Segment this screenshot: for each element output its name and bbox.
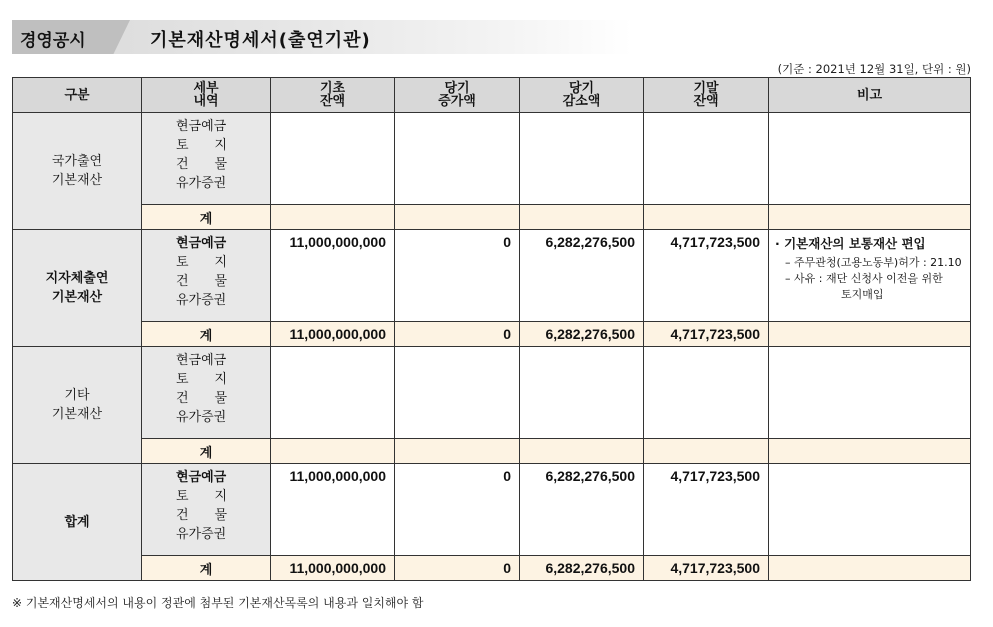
- table-row-grand-total: [13, 556, 971, 581]
- opening-national: [271, 113, 395, 205]
- basis-note: (기준 : 2021년 12월 31일, 단위 : 원): [777, 62, 971, 76]
- item-cash: 현금예금: [176, 353, 227, 368]
- section-header: [12, 20, 632, 54]
- sum-opening-local: 11,000,000,000: [271, 322, 395, 347]
- opening-grand: 11,000,000,000: [271, 464, 395, 556]
- col-header-category-text: 구분: [64, 87, 90, 103]
- decrease-local: 6,282,276,500: [520, 230, 644, 322]
- increase-other: [395, 347, 520, 439]
- item-building: 건 물: [176, 391, 228, 406]
- item-securities: 유가증권: [176, 410, 227, 425]
- sum-increase-other: [395, 439, 520, 464]
- decrease-national: [520, 113, 644, 205]
- sum-closing-national: [644, 205, 769, 230]
- sum-remarks-national: [769, 205, 971, 230]
- sum-increase-grand: 0: [395, 556, 520, 581]
- col-header-closing: [644, 78, 769, 113]
- closing-national: [644, 113, 769, 205]
- item-building: 건 물: [176, 508, 228, 523]
- items-other: [142, 347, 271, 439]
- sum-increase-local: 0: [395, 322, 520, 347]
- remarks-line-approval: – 주무관청(고용노동부)허가 : 21.10: [785, 256, 962, 269]
- page-title: 기본재산명세서(출연기관): [150, 30, 371, 51]
- sum-remarks-other: [769, 439, 971, 464]
- item-securities: 유가증권: [176, 527, 227, 542]
- items-national: [142, 113, 271, 205]
- item-cash: 현금예금: [176, 236, 227, 251]
- increase-local: 0: [395, 230, 520, 322]
- sum-closing-other: [644, 439, 769, 464]
- opening-local: 11,000,000,000: [271, 230, 395, 322]
- remarks-line-reason: – 사유 : 재단 신청사 이전을 위한: [785, 272, 943, 285]
- total-label: 계: [142, 205, 271, 230]
- category-other: 기타 기본재산: [13, 347, 142, 464]
- sum-opening-grand: 11,000,000,000: [271, 556, 395, 581]
- item-building: 건 물: [176, 274, 228, 289]
- total-label: 계: [142, 556, 271, 581]
- col-header-detail-text: 세부 내역: [193, 81, 219, 109]
- table-header-row: [13, 78, 971, 113]
- items-grand: [142, 464, 271, 556]
- closing-local: 4,717,723,500: [644, 230, 769, 322]
- remarks-grand: [769, 464, 971, 556]
- decrease-grand: 6,282,276,500: [520, 464, 644, 556]
- item-land: 토 지: [176, 138, 228, 153]
- sum-decrease-local: 6,282,276,500: [520, 322, 644, 347]
- table-row-other-total: [13, 439, 971, 464]
- remarks-heading: · 기본재산의 보통재산 편입: [775, 236, 926, 251]
- sum-decrease-grand: 6,282,276,500: [520, 556, 644, 581]
- col-header-decrease-text: 당기 감소액: [562, 81, 601, 109]
- asset-statement-table: [12, 77, 971, 581]
- table-row-local-total: [13, 322, 971, 347]
- category-local: 지자체출연 기본재산: [13, 230, 142, 347]
- table-row-other: [13, 347, 971, 439]
- col-header-opening-text: 기초 잔액: [319, 81, 346, 109]
- category-national: 국가출연 기본재산: [13, 113, 142, 230]
- remarks-local: [769, 230, 971, 322]
- closing-other: [644, 347, 769, 439]
- total-label: 계: [142, 322, 271, 347]
- increase-national: [395, 113, 520, 205]
- item-securities: 유가증권: [176, 293, 227, 308]
- closing-grand: 4,717,723,500: [644, 464, 769, 556]
- item-building: 건 물: [176, 157, 228, 172]
- col-header-closing-text: 기말 잔액: [693, 81, 719, 109]
- category-grand-total: 합계: [13, 464, 142, 581]
- col-header-increase: [395, 78, 520, 113]
- item-land: 토 지: [176, 489, 228, 504]
- sum-closing-grand: 4,717,723,500: [644, 556, 769, 581]
- remarks-national: [769, 113, 971, 205]
- item-cash: 현금예금: [176, 470, 227, 485]
- col-header-remarks: [769, 78, 971, 113]
- remarks-line-continuation: 토지매입: [841, 288, 884, 301]
- remarks-other: [769, 347, 971, 439]
- section-label: 경영공시: [20, 31, 86, 51]
- item-securities: 유가증권: [176, 176, 227, 191]
- decrease-other: [520, 347, 644, 439]
- sum-opening-national: [271, 205, 395, 230]
- sum-remarks-local: [769, 322, 971, 347]
- item-land: 토 지: [176, 372, 228, 387]
- col-header-remarks-text: 비고: [856, 87, 883, 103]
- total-label: 계: [142, 439, 271, 464]
- item-land: 토 지: [176, 255, 228, 270]
- sum-opening-other: [271, 439, 395, 464]
- opening-other: [271, 347, 395, 439]
- col-header-category: [13, 78, 142, 113]
- footnote: ※ 기본재산명세서의 내용이 정관에 첨부된 기본재산목록의 내용과 일치해야 함: [12, 596, 424, 610]
- sum-increase-national: [395, 205, 520, 230]
- items-local: [142, 230, 271, 322]
- col-header-decrease: [520, 78, 644, 113]
- increase-grand: 0: [395, 464, 520, 556]
- sum-closing-local: 4,717,723,500: [644, 322, 769, 347]
- col-header-detail: [142, 78, 271, 113]
- table-row-grand: [13, 464, 971, 556]
- col-header-opening: [271, 78, 395, 113]
- sum-remarks-grand: [769, 556, 971, 581]
- col-header-increase-text: 당기 증가액: [438, 81, 476, 109]
- table-row-national: [13, 113, 971, 205]
- sum-decrease-national: [520, 205, 644, 230]
- sum-decrease-other: [520, 439, 644, 464]
- table-row-local: [13, 230, 971, 322]
- item-cash: 현금예금: [176, 119, 227, 134]
- table-row-national-total: [13, 205, 971, 230]
